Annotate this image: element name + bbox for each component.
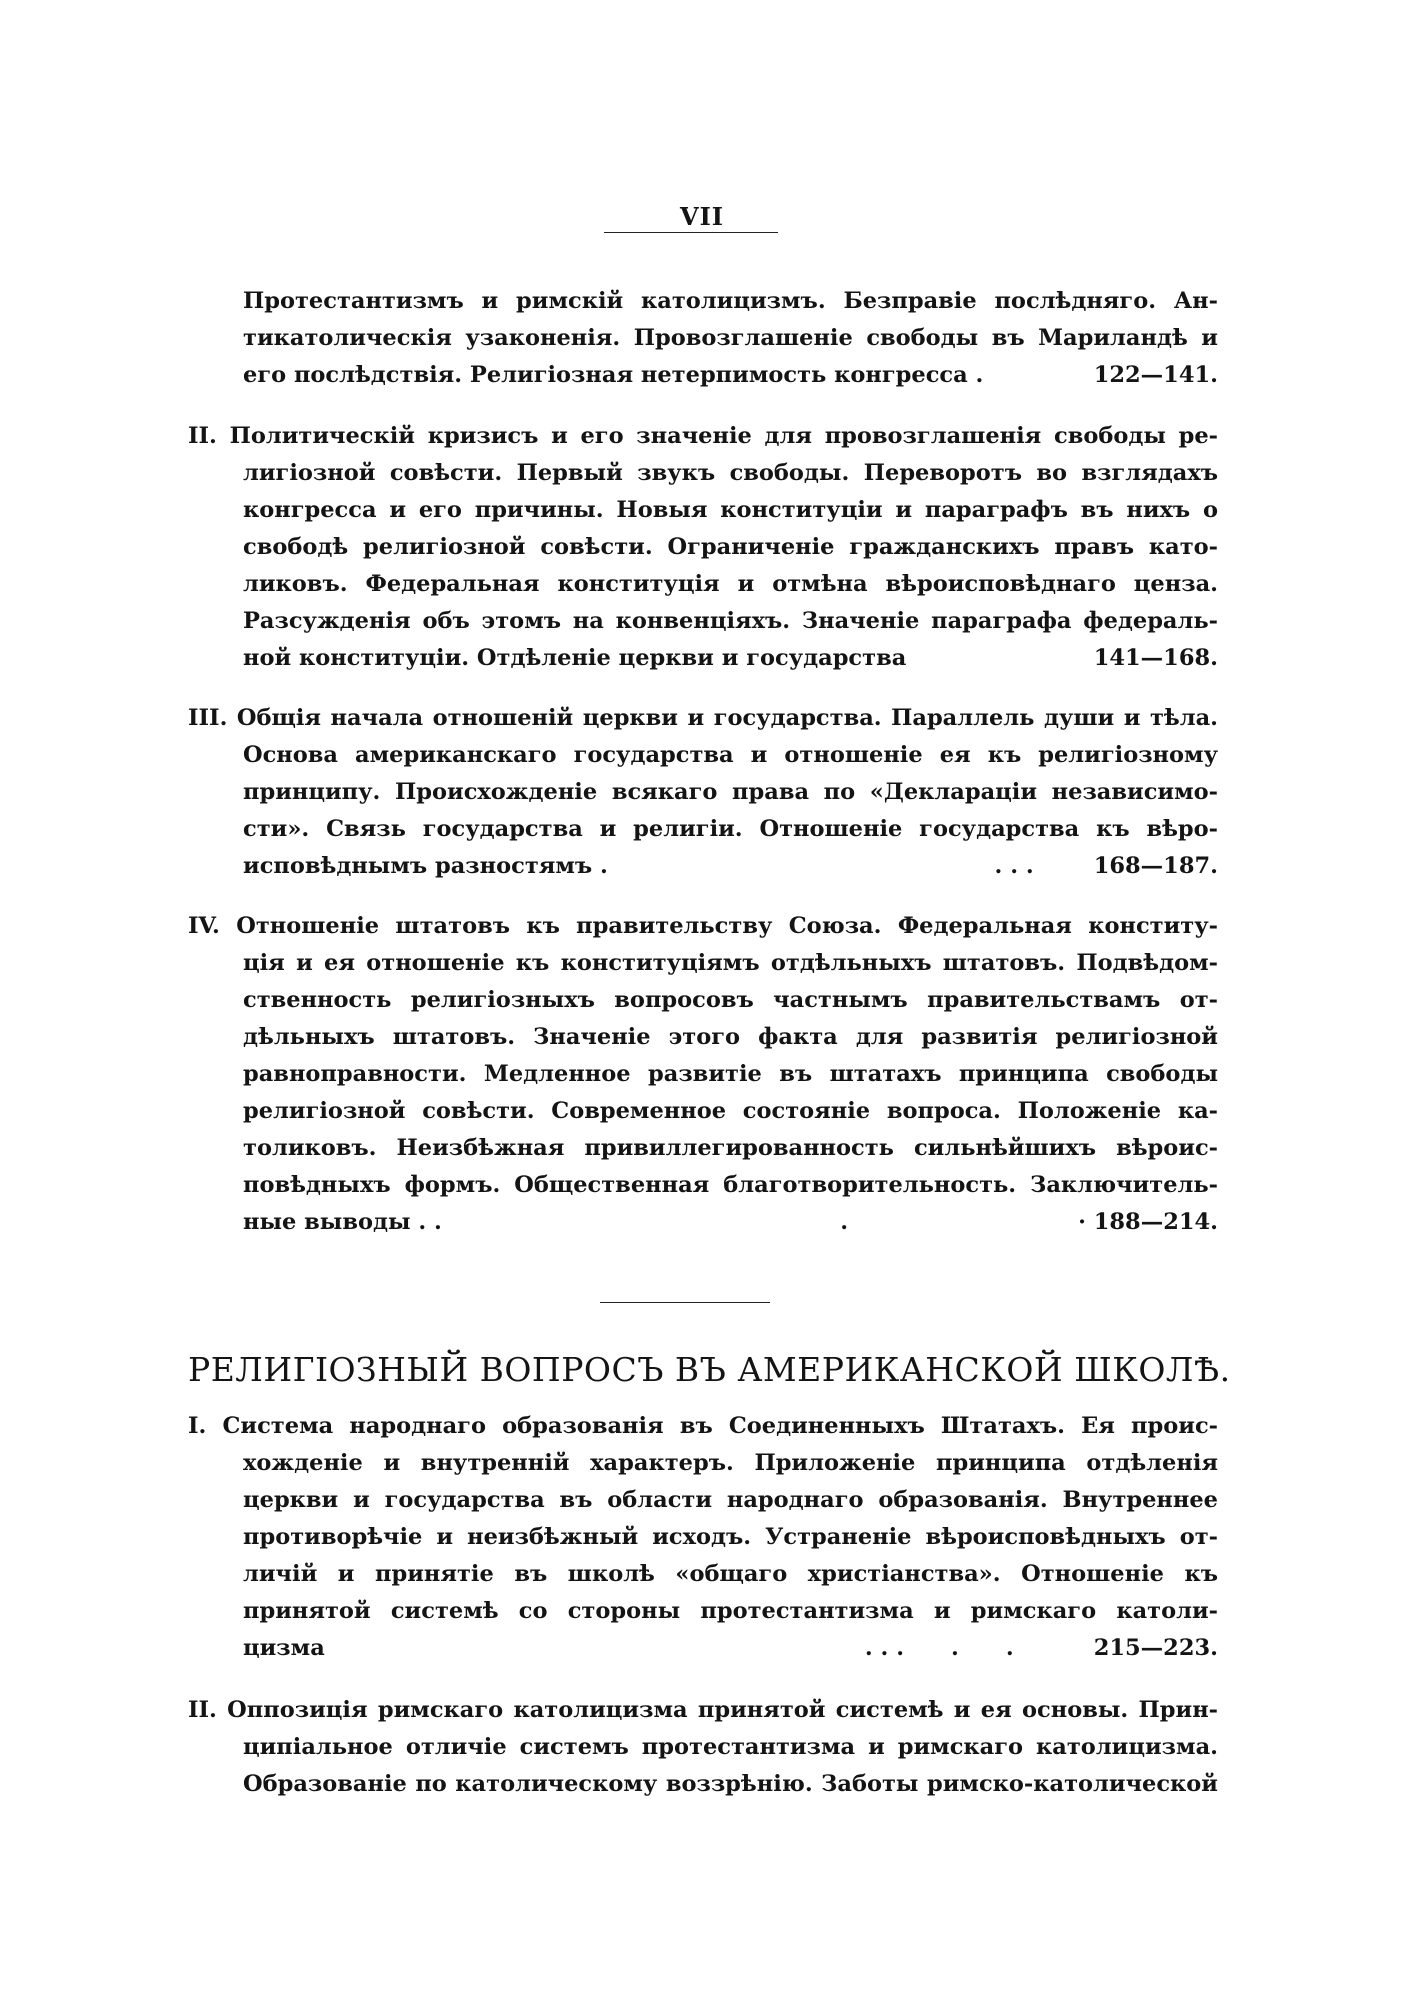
- entry-line: сти». Связь государства и религіи. Отношеніе государства къ вѣро-: [243, 816, 1218, 842]
- entry-line: Образованіе по католическому воззрѣнію. Заботы римско-католической: [243, 1771, 1218, 1797]
- page-range: 168—187.: [1093, 853, 1218, 879]
- toc-entry-school-2: [188, 1692, 1218, 1803]
- entry-line: лигіозной совѣсти. Первый звукъ свободы. Переворотъ во взглядахъ: [243, 460, 1218, 486]
- leader-dots: . . . . .: [864, 1635, 1014, 1661]
- entry-line: свободѣ религіозной совѣсти. Ограниченіе гражданскихъ правъ като-: [243, 534, 1218, 560]
- entry-line: повѣдныхъ формъ. Общественная благотворительность. Заключитель-: [243, 1172, 1218, 1198]
- entry-line: принципу. Происхожденіе всякаго права по «Декларацiи независимо-: [243, 779, 1218, 805]
- entry-line: хожденіе и внутренній характеръ. Приложеніе принципа отдѣленія: [243, 1450, 1218, 1476]
- entry-last-line: [243, 1204, 1218, 1241]
- entry-line: принятой системѣ со стороны протестантизма и римскаго католи-: [243, 1598, 1218, 1624]
- section-divider: [600, 1302, 770, 1303]
- page-number: VII: [679, 202, 725, 231]
- page-range: · 188—214.: [1078, 1209, 1218, 1235]
- entry-line: противорѣчіе и неизбѣжный исходъ. Устраненіе вѣроисповѣдныхъ от-: [243, 1524, 1218, 1550]
- page-range: 215—223.: [1093, 1635, 1218, 1661]
- entry-text: его послѣдствія. Религіозная нетерпимость конгресса .: [243, 362, 984, 388]
- entry-line: IV. Отношеніе штатовъ къ правительству Союза. Федеральная конститу-: [188, 913, 1218, 939]
- entry-line: ственность религіозныхъ вопросовъ частнымъ правительствамъ от-: [243, 987, 1218, 1013]
- entry-line: религіозной совѣсти. Современное состояніе вопроса. Положеніе ка-: [243, 1098, 1218, 1124]
- toc-entry-part-2: [188, 418, 1218, 677]
- header-rule: [604, 232, 778, 233]
- entry-line: II. Политическій кризисъ и его значеніе для провозглашенія свободы ре-: [188, 423, 1218, 449]
- page-range: 141—168.: [1093, 645, 1218, 671]
- entry-text: исповѣднымъ разностямъ .: [243, 853, 608, 879]
- toc-entry-school-1: [188, 1408, 1218, 1667]
- entry-line: ція и ея отношеніе къ конституціямъ отдѣльныхъ штатовъ. Подвѣдом-: [243, 950, 1218, 976]
- entry-line: Основа американскаго государства и отношеніе ея къ религіозному: [243, 742, 1218, 768]
- entry-line: II. Оппозиція римскаго католицизма принятой системѣ и ея основы. Прин-: [188, 1697, 1218, 1723]
- entry-text: ные выводы . .: [243, 1209, 442, 1235]
- entry-last-line: [243, 1630, 1218, 1667]
- entry-text: ной конституціи. Отдѣленіе церкви и государства: [243, 645, 907, 671]
- entry-line: личій и принятіе въ школѣ «общаго христіанства». Отношеніе къ: [243, 1561, 1218, 1587]
- entry-line: церкви и государства въ области народнаго образованія. Внутреннее: [243, 1487, 1218, 1513]
- page-range: 122—141.: [1093, 362, 1218, 388]
- entry-line: Разсужденія объ этомъ на конвенціяхъ. Значеніе параграфа федераль-: [243, 608, 1218, 634]
- entry-line: тикатолическія узаконенія. Провозглашеніе свободы въ Мариландѣ и: [243, 325, 1218, 351]
- section-title: РЕЛИГІОЗНЫЙ ВОПРОСЪ ВЪ АМЕРИКАНСКОЙ ШКОЛѢ.: [188, 1350, 1231, 1389]
- entry-line: I. Система народнаго образованія въ Соединенныхъ Штатахъ. Ея проис-: [188, 1413, 1218, 1439]
- toc-entry-intro: [243, 283, 1218, 394]
- entry-line: дѣльныхъ штатовъ. Значеніе этого факта для развитія религіозной: [243, 1024, 1218, 1050]
- entry-last-line: [243, 848, 1218, 885]
- entry-line: ципіальное отличіе системъ протестантизма и римскаго католицизма.: [243, 1734, 1218, 1760]
- toc-entry-part-3: [188, 700, 1218, 885]
- leader-dots: . . .: [994, 853, 1034, 879]
- toc-entry-part-4: [188, 908, 1218, 1241]
- entry-last-line: [243, 640, 1218, 677]
- entry-line: равноправности. Медленное развитіе въ штатахъ принципа свободы: [243, 1061, 1218, 1087]
- entry-line: толиковъ. Неизбѣжная привиллегированность сильнѣйшихъ вѣроис-: [243, 1135, 1218, 1161]
- entry-text: цизма: [243, 1635, 325, 1661]
- entry-line: ликовъ. Федеральная конституція и отмѣна вѣроисповѣднаго ценза.: [243, 571, 1218, 597]
- entry-line: III. Общія начала отношеній церкви и государства. Параллель души и тѣла.: [188, 705, 1218, 731]
- entry-line: Протестантизмъ и римскій католицизмъ. Безправіе послѣдняго. Ан-: [243, 288, 1218, 314]
- entry-last-line: [243, 357, 1218, 394]
- leader-dots: .: [840, 1209, 849, 1235]
- entry-line: конгресса и его причины. Новыя конституціи и параграфъ въ нихъ о: [243, 497, 1218, 523]
